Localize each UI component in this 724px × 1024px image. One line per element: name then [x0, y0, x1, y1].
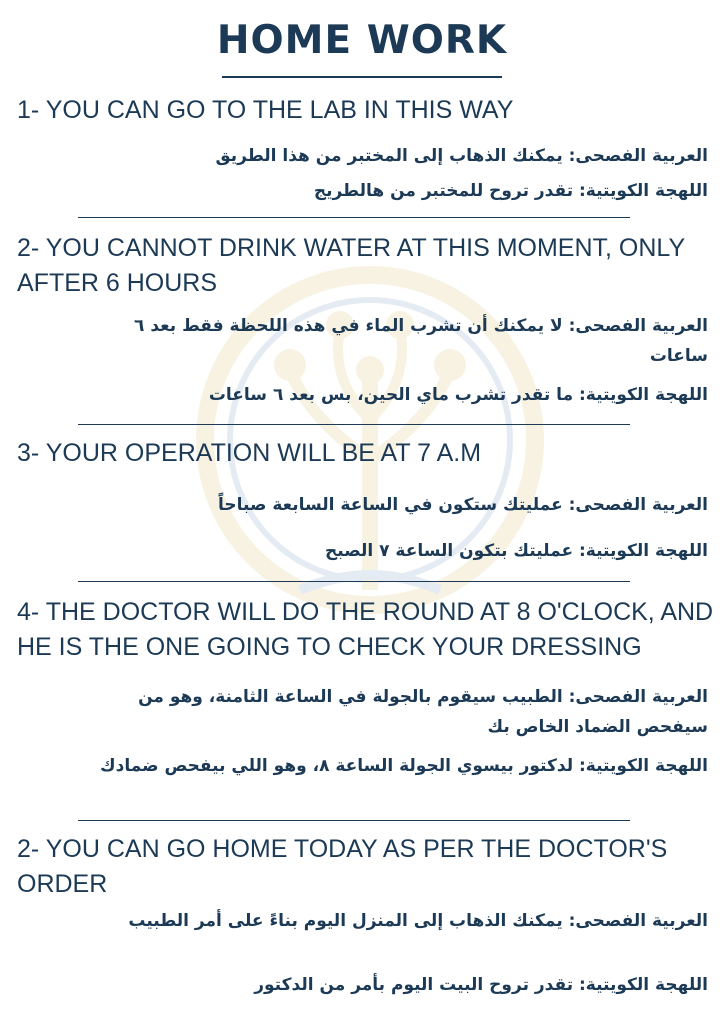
section-divider [78, 424, 630, 425]
section-2-heading: 2- YOU CANNOT DRINK WATER AT THIS MOMENT, ONLY AFTER 6 HOURS [17, 234, 685, 297]
section-2-kuwaiti: اللهجة الكويتية: ما تقدر تشرب ماي الحين، بس بعد ٦ ساعات [208, 385, 708, 405]
section-divider [78, 581, 630, 582]
section-3-heading: 3- YOUR OPERATION WILL BE AT 7 A.M [17, 439, 482, 467]
title-underline [222, 76, 502, 78]
section-divider [78, 217, 630, 218]
section-4-heading: 4- THE DOCTOR WILL DO THE ROUND AT 8 O'CLOCK, AND HE IS THE ONE GOING TO CHECK YOUR DRESSING [17, 598, 714, 661]
section-divider [78, 820, 630, 821]
section-3-fusha: العربية الفصحى: عمليتك ستكون في الساعة السابعة صباحاً [218, 495, 708, 515]
section-2-fusha: العربية الفصحى: لا يمكنك أن تشرب الماء في هذه اللحظة فقط بعد ٦ ساعات [134, 316, 708, 366]
section-5-kuwaiti: اللهجة الكويتية: تقدر تروح البيت اليوم بأمر من الدكتور [254, 975, 708, 995]
section-5-fusha: العربية الفصحى: يمكنك الذهاب إلى المنزل اليوم بناءً على أمر الطبيب [128, 911, 708, 931]
section-1-fusha: العربية الفصحى: يمكنك الذهاب إلى المختبر من هذا الطريق [215, 146, 708, 166]
page-title: HOME WORK [216, 18, 508, 63]
section-1-heading: 1- YOU CAN GO TO THE LAB IN THIS WAY [17, 96, 514, 124]
section-5-heading: 2- YOU CAN GO HOME TODAY AS PER THE DOCTOR'S ORDER [17, 835, 668, 898]
section-3-kuwaiti: اللهجة الكويتية: عمليتك بتكون الساعة ٧ الصبح [325, 541, 708, 561]
section-4-fusha: العربية الفصحى: الطبيب سيقوم بالجولة في الساعة الثامنة، وهو من سيفحص الضماد الخاص بك [138, 687, 708, 737]
section-1-kuwaiti: اللهجة الكويتية: تقدر تروح للمختبر من هالطريج [313, 181, 708, 201]
section-4-kuwaiti: اللهجة الكويتية: لدكتور بيسوي الجولة الساعة ٨، وهو اللي بيفحص ضمادك [100, 756, 708, 776]
